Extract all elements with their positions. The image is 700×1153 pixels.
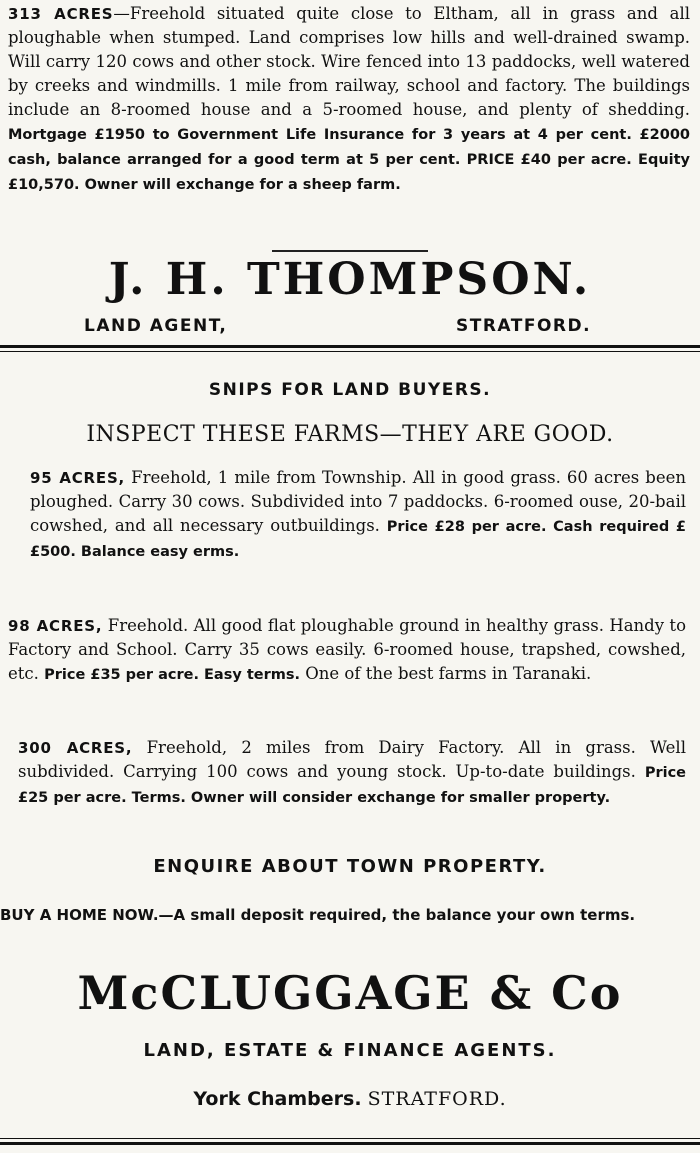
listing-300-heading: 300 ACRES,: [18, 739, 133, 757]
inspect-subhead: INSPECT THESE FARMS—THEY ARE GOOD.: [86, 422, 614, 447]
bottom-divider-thick: [0, 1142, 700, 1145]
listing-95-acres: [30, 466, 686, 564]
listing-98-acres: [8, 614, 686, 687]
listing-98-text2: One of the best farms in Taranaki.: [305, 664, 592, 683]
bottom-divider-thin: [0, 1138, 700, 1139]
buy-a-home-text: BUY A HOME NOW.—A small deposit required, the balance your own terms.: [0, 906, 636, 924]
listing-95-text: Freehold, 1 mile from Township. All in good grass. 60 acres been ploughed. Carry 30 cows. Subdivided into 7 paddocks. 6-roomed ouse, 20-bail cowshed, and all necessary outbuildings.: [30, 468, 686, 535]
firm-address-building: York Chambers.: [193, 1088, 362, 1110]
listing-98-bold: Price £35 per acre. Easy terms.: [44, 667, 301, 683]
listing-95-bold: Price £28 per acre. Cash required ££500. Balance easy erms.: [30, 519, 687, 560]
ad-313-bold-text: Mortgage £1950 to Government Life Insurance for 3 years at 4 per cent. £2000 cash, balance arranged for a good term at 5 per cent. PRICE £40 per acre. Equity £10,570. Owner will exchange for a sheep farm.: [8, 127, 690, 193]
section-divider-thin: [0, 351, 700, 352]
firm-address-town: STRATFORD.: [367, 1088, 507, 1110]
firm-name-mccluggage: McCLUGGAGE & Co: [77, 966, 623, 1020]
buy-a-home: [0, 904, 688, 926]
section-divider-thick: [0, 345, 700, 348]
listing-95-heading: 95 ACRES,: [30, 469, 126, 487]
listing-300-acres: [18, 736, 686, 810]
enquire-town-property: ENQUIRE ABOUT TOWN PROPERTY.: [153, 856, 547, 877]
firm-address: [0, 1088, 700, 1110]
listing-300-text: Freehold, 2 miles from Dairy Factory. All in grass. Well subdivided. Carrying 100 cows and young stock. Up-to-date buildings.: [18, 738, 686, 781]
listing-98-heading: 98 ACRES,: [8, 617, 103, 635]
agent-town: STRATFORD.: [456, 316, 592, 336]
firm-role: LAND, ESTATE & FINANCE AGENTS.: [143, 1040, 557, 1061]
short-divider: [272, 250, 428, 252]
ad-313-acres: [8, 2, 690, 197]
snips-headline: SNIPS FOR LAND BUYERS.: [208, 380, 492, 400]
listing-300-bold: Price £25 per acre. Terms. Owner will consider exchange for smaller property.: [18, 765, 687, 806]
ad-313-heading: 313 ACRES: [8, 5, 114, 23]
agent-role: LAND AGENT,: [84, 316, 228, 336]
agent-name-thompson: J. H. THOMPSON.: [108, 254, 592, 305]
listing-98-text1: Freehold. All good flat ploughable ground in healthy grass. Handy to Factory and School. Carry 35 cows easily. 6-roomed house, trapshed, cowshed, etc.: [8, 616, 686, 683]
ad-313-text: —Freehold situated quite close to Eltham, all in grass and all ploughable when stumped. Land comprises low hills and well-drained swamp. Will carry 120 cows and other stock. Wire fenced into 13 paddocks, well watered by creeks and windmills. 1 mile from railway, school and factory. The buildings include an 8-roomed house and a 5-roomed house, and plenty of shedding.: [8, 4, 690, 119]
